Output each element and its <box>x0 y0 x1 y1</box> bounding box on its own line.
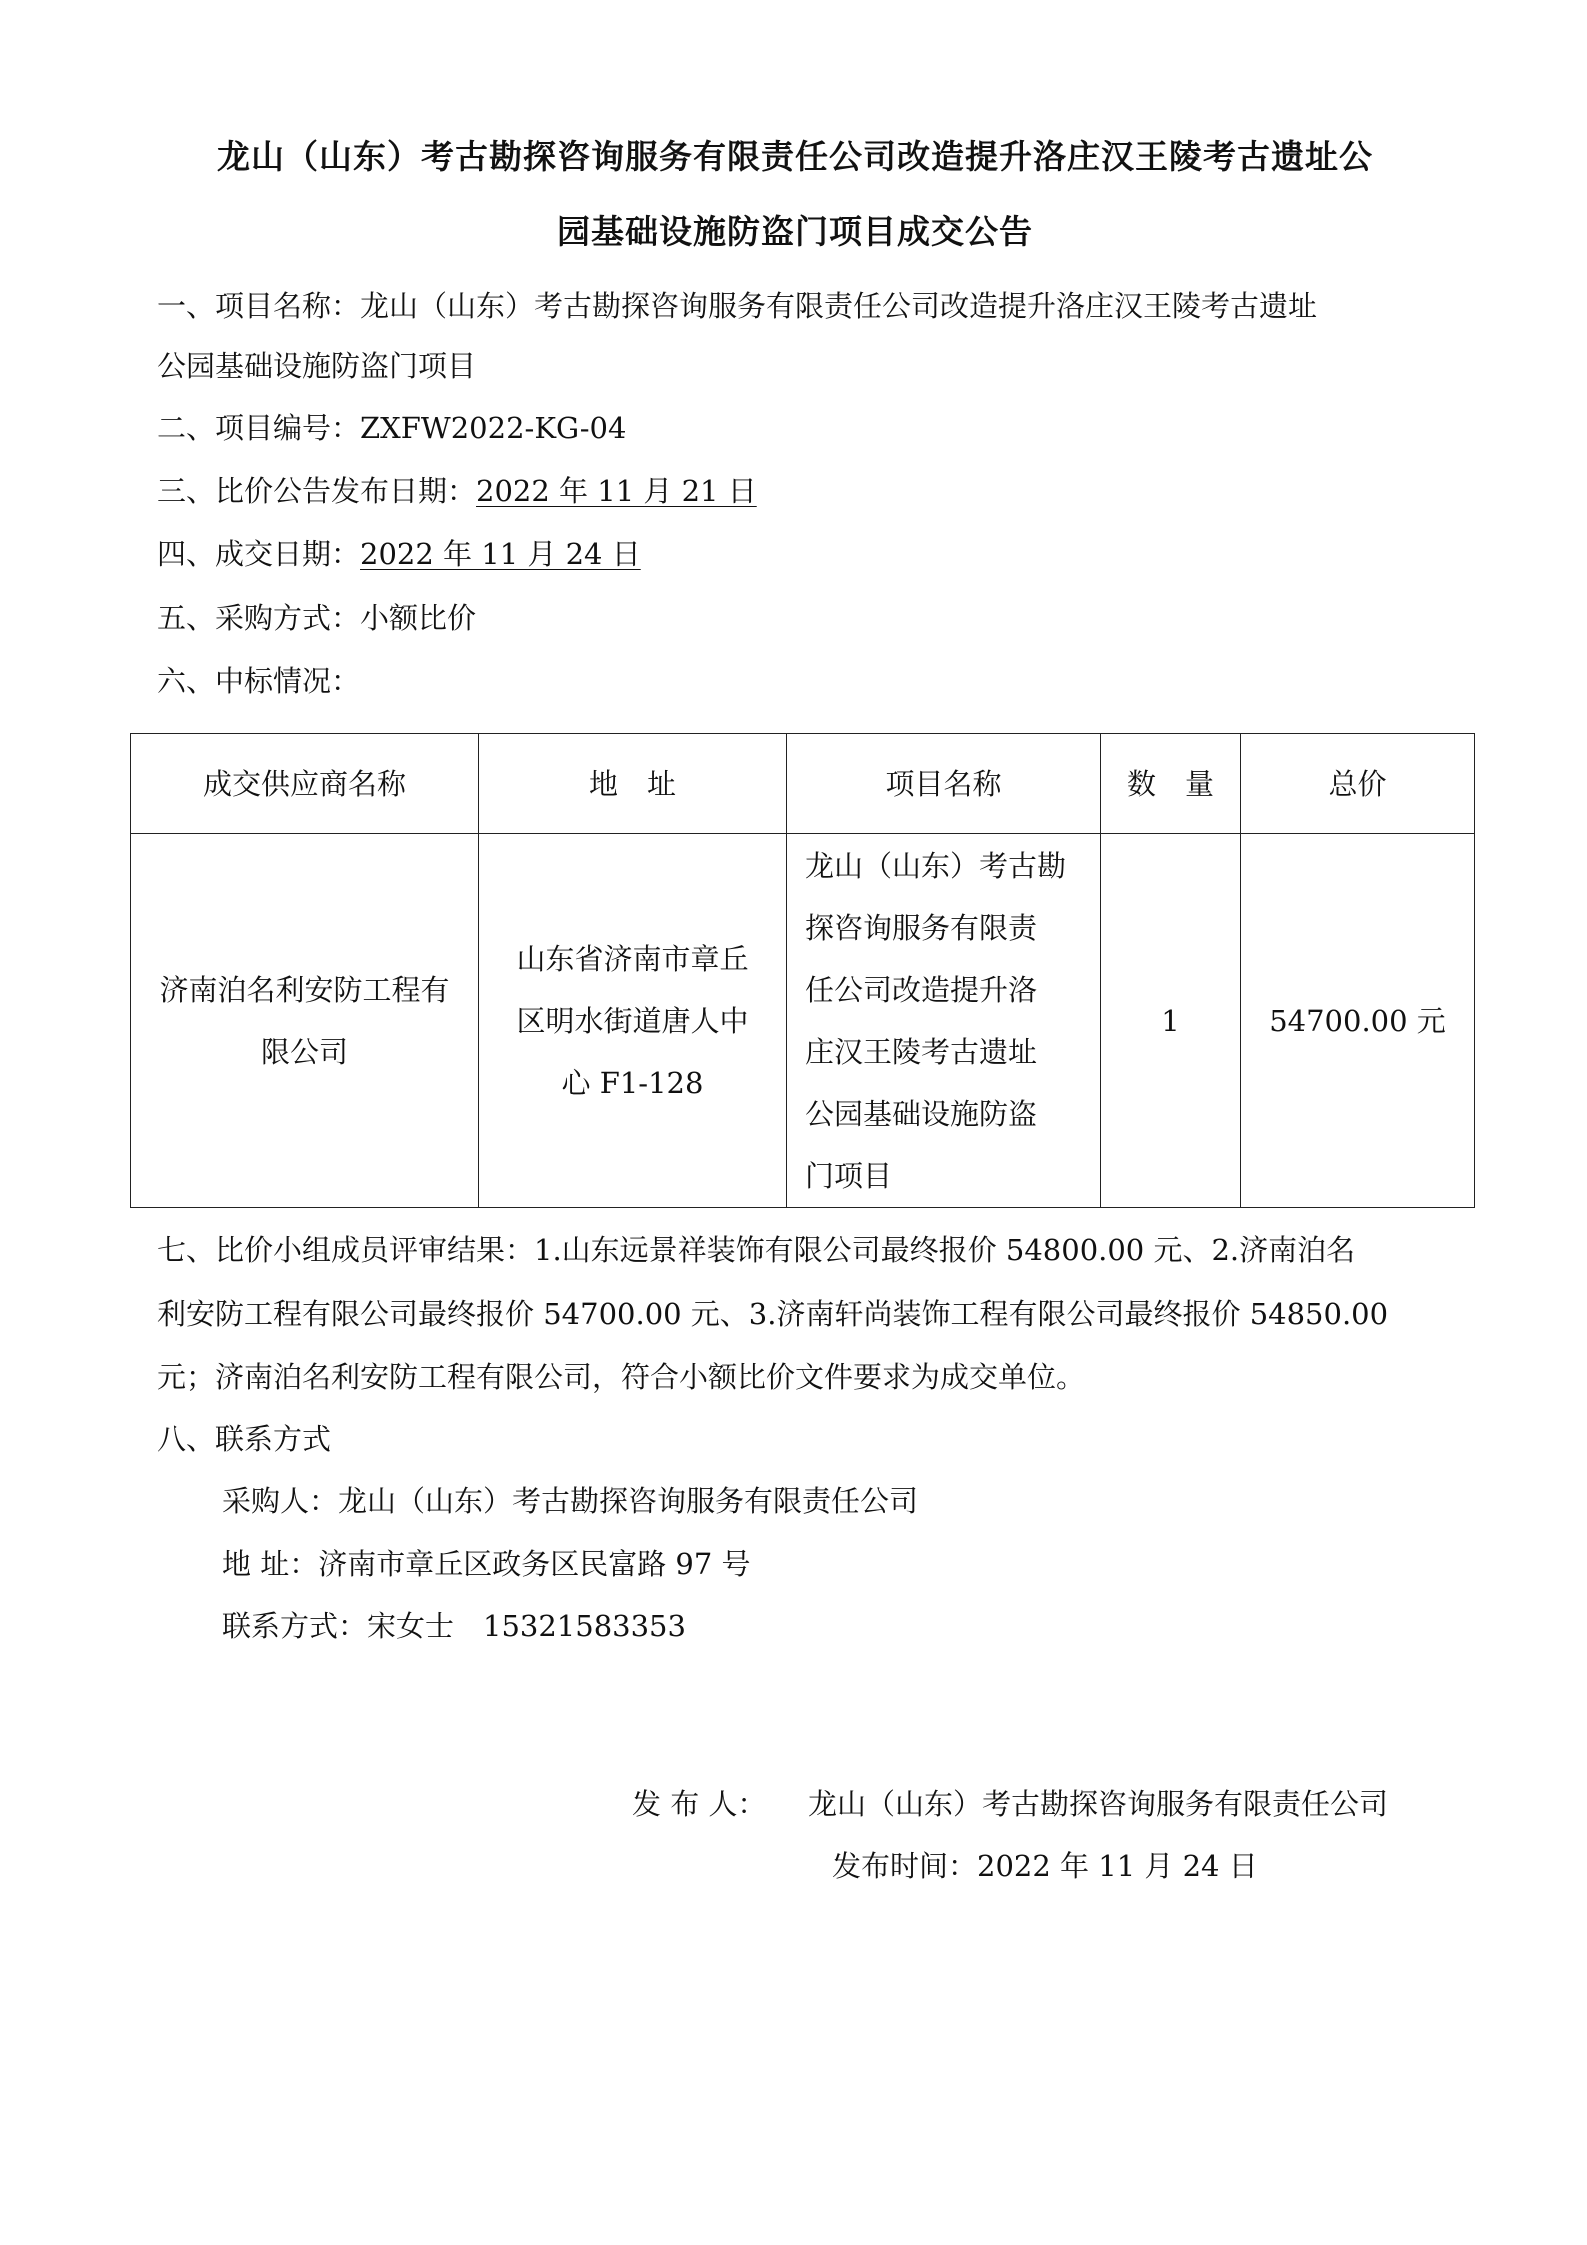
notice-date-value: 2022 年 11 月 21 日 <box>476 474 757 508</box>
review-result-line-2: 利安防工程有限公司最终报价 54700.00 元、3.济南轩尚装饰工程有限公司最终报价 54850.00 <box>157 1297 1389 1331</box>
cell-address <box>479 834 787 1208</box>
header-supplier: 成交供应商名称 <box>131 734 479 834</box>
cell-supplier <box>131 834 479 1208</box>
project-name-line-1: 一、项目名称：龙山（山东）考古勘探咨询服务有限责任公司改造提升洛庄汉王陵考古遗址 <box>157 289 1318 323</box>
header-project: 项目名称 <box>787 734 1101 834</box>
project-number: 二、项目编号：ZXFW2022-KG-04 <box>157 411 627 445</box>
review-result-line-1: 七、比价小组成员评审结果：1.山东远景祥装饰有限公司最终报价 54800.00 元、2.济南泊名 <box>157 1233 1356 1267</box>
contact-address: 地 址：济南市章丘区政务区民富路 97 号 <box>222 1547 751 1581</box>
project-line: 龙山（山东）考古勘 <box>805 848 1067 883</box>
supplier-line: 限公司 <box>260 1034 348 1069</box>
title-line-2: 园基础设施防盗门项目成交公告 <box>557 212 1033 251</box>
cell-total: 54700.00 元 <box>1241 834 1475 1208</box>
notice-date-line <box>157 474 757 508</box>
notice-date-label: 三、比价公告发布日期： <box>157 474 477 508</box>
cell-project <box>787 834 1101 1208</box>
project-line: 任公司改造提升洛 <box>805 972 1038 1007</box>
project-line: 公园基础设施防盗 <box>805 1096 1038 1131</box>
project-line: 门项目 <box>805 1158 893 1193</box>
address-line: 心 F1-128 <box>561 1065 704 1100</box>
header-address: 地 址 <box>479 734 787 834</box>
deal-date-line <box>157 537 641 571</box>
address-line: 区明水街道唐人中 <box>516 1003 749 1038</box>
deal-date-value: 2022 年 11 月 24 日 <box>360 537 641 571</box>
project-line: 探咨询服务有限责 <box>805 910 1038 945</box>
award-heading: 六、中标情况： <box>157 664 361 698</box>
publisher-value: 龙山（山东）考古勘探咨询服务有限责任公司 <box>808 1787 1389 1821</box>
supplier-line: 济南泊名利安防工程有 <box>159 972 450 1007</box>
title-line-1: 龙山（山东）考古勘探咨询服务有限责任公司改造提升洛庄汉王陵考古遗址公 <box>217 137 1373 176</box>
header-total: 总价 <box>1241 734 1475 834</box>
award-table <box>130 733 1475 1208</box>
procurement-method: 五、采购方式：小额比价 <box>157 601 477 635</box>
cell-quantity: 1 <box>1101 834 1241 1208</box>
publish-time: 发布时间：2022 年 11 月 24 日 <box>832 1849 1258 1883</box>
contact-phone: 联系方式：宋女士 15321583353 <box>222 1609 686 1643</box>
table-row <box>131 834 1475 1208</box>
contact-heading: 八、联系方式 <box>157 1422 332 1456</box>
project-line: 庄汉王陵考古遗址 <box>805 1034 1038 1069</box>
header-quantity: 数 量 <box>1101 734 1241 834</box>
address-line: 山东省济南市章丘 <box>516 941 749 976</box>
project-name-line-2: 公园基础设施防盗门项目 <box>157 349 477 383</box>
publisher-label: 发 布 人： <box>632 1787 767 1821</box>
contact-buyer: 采购人：龙山（山东）考古勘探咨询服务有限责任公司 <box>222 1484 919 1518</box>
deal-date-label: 四、成交日期： <box>157 537 361 571</box>
table-header-row <box>131 734 1475 834</box>
review-result-line-3: 元；济南泊名利安防工程有限公司，符合小额比价文件要求为成交单位。 <box>157 1360 1086 1394</box>
